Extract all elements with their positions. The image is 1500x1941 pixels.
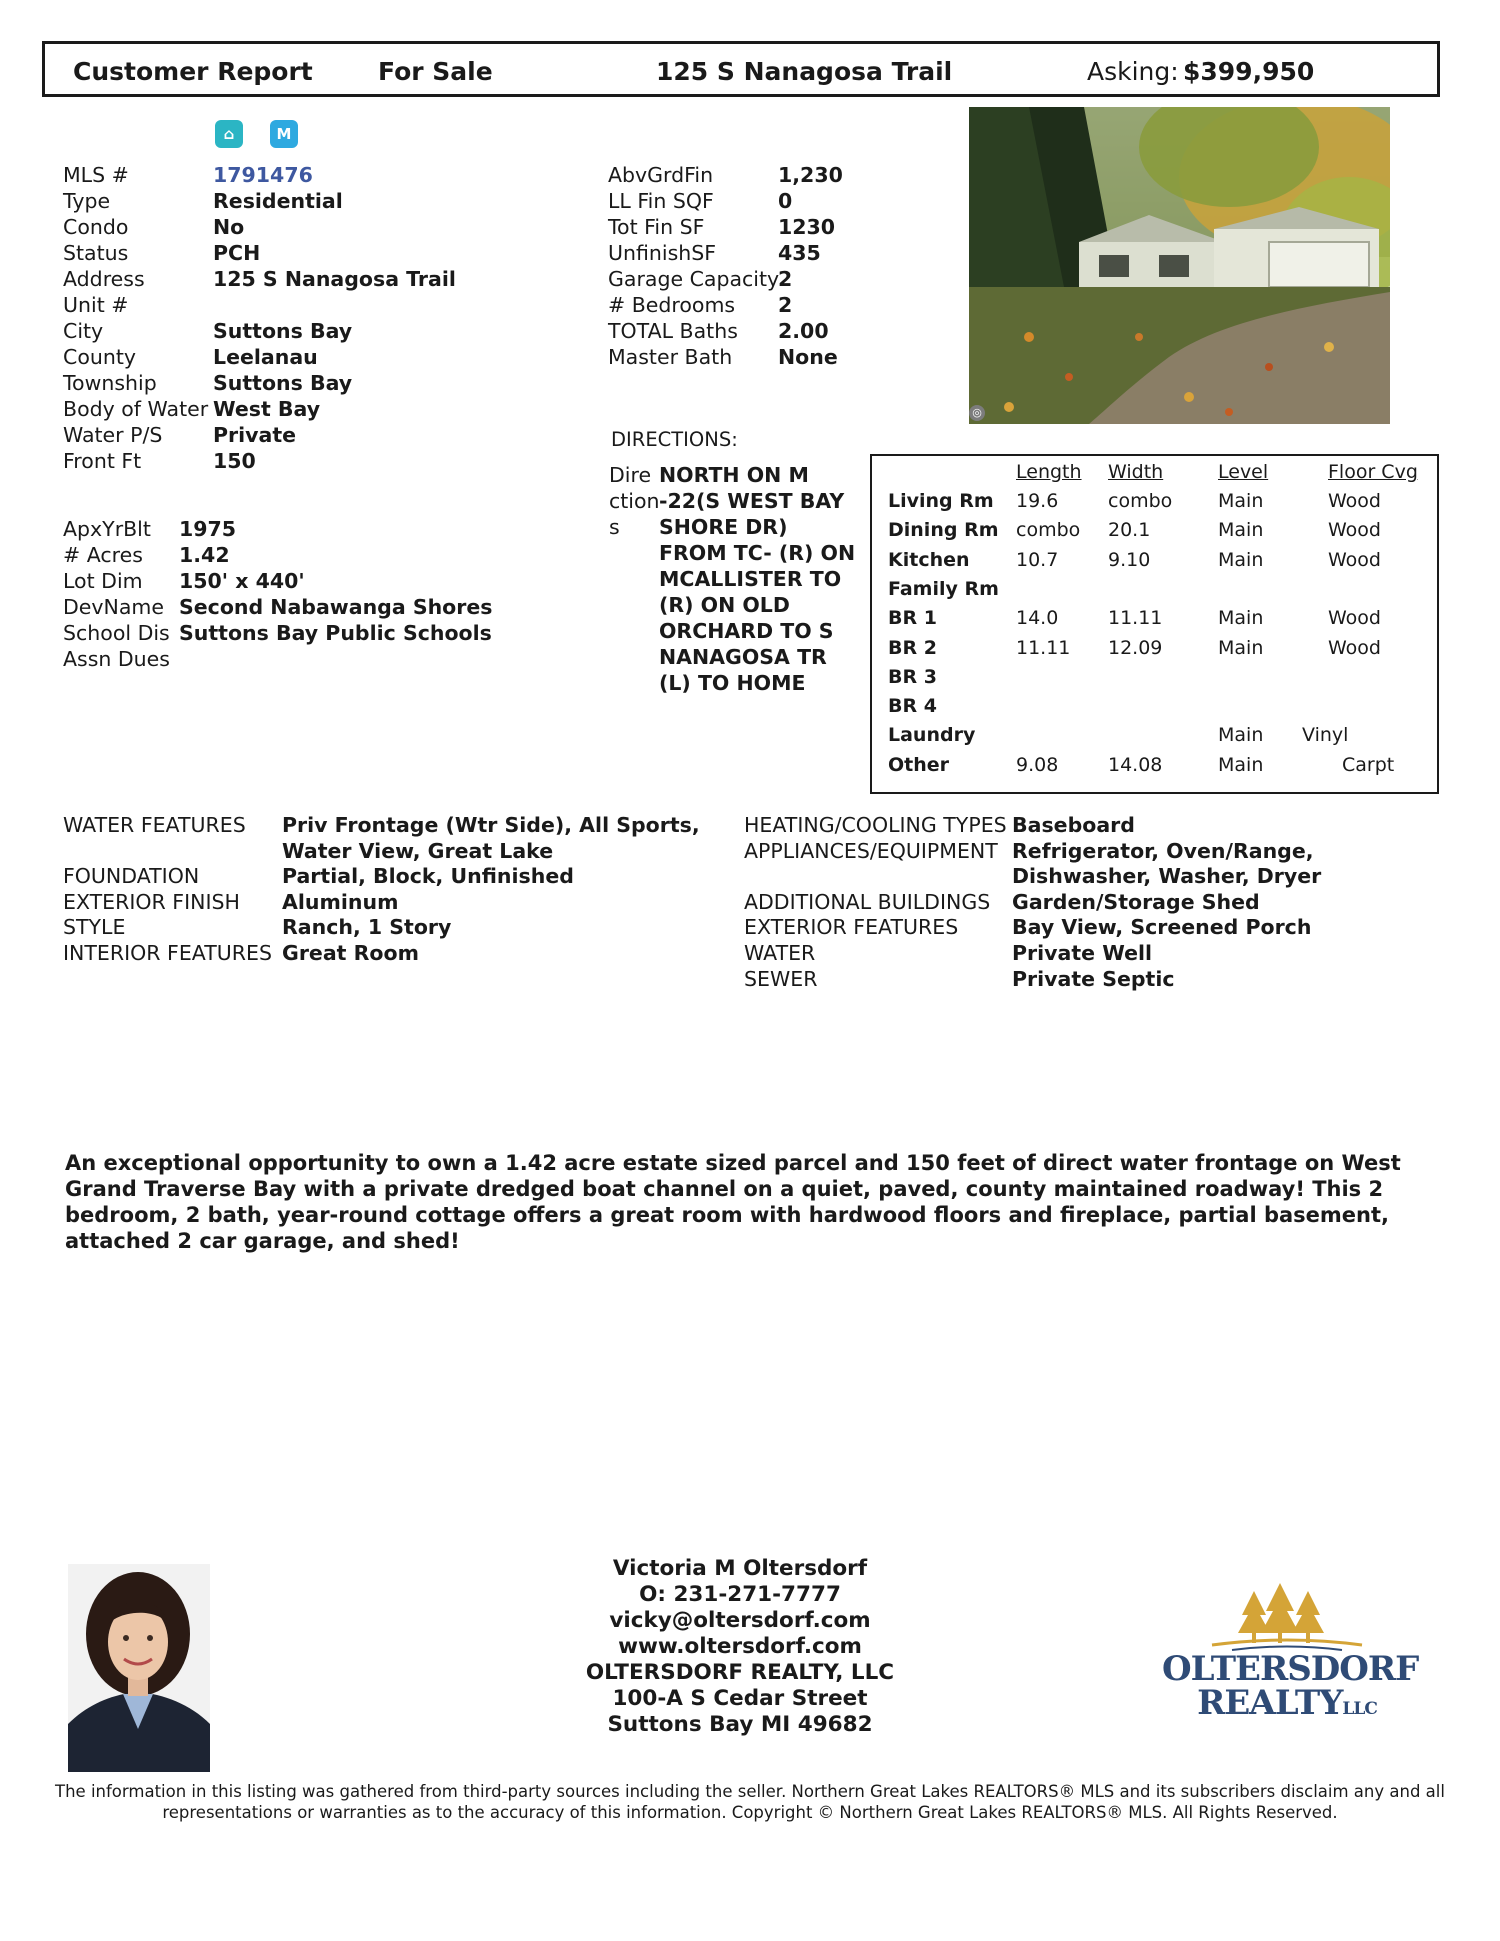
agent-name: Victoria M Oltersdorf [612,1556,868,1581]
info-label: Township [63,371,157,395]
info-label: UnfinishSF [608,241,717,265]
asking-price: $399,950 [1183,57,1315,86]
info-value: None [778,345,838,369]
room-floor: Wood [1328,519,1381,542]
room-length: 14.0 [1016,607,1059,630]
company-logo [1162,1583,1419,1723]
room-level: Main [1218,548,1264,571]
info-label: ApxYrBlt [63,517,151,541]
features-left [63,812,703,965]
feature-label: ADDITIONAL BUILDINGS [744,889,991,914]
directions-text [659,462,855,696]
agent-email[interactable]: vicky@oltersdorf.com [609,1608,871,1633]
info-row [608,318,908,344]
report-title: Customer Report [73,57,313,86]
feature-value: Bay View, Screened Porch [1012,915,1312,940]
info-label: Assn Dues [63,647,170,671]
info-label: Address [63,267,145,291]
room-level: Main [1218,724,1264,747]
feature-value: Partial, Block, Unfinished [282,864,574,889]
info-value: Suttons Bay [213,319,353,343]
room-name: BR 3 [888,665,937,688]
room-name: Dining Rm [888,519,999,542]
feature-label: INTERIOR FEATURES [63,941,272,965]
directions-line: FROM TC- (R) ON [659,541,856,565]
directions-line: -22(S WEST BAY [659,489,845,513]
info-row [63,318,533,344]
feature-value: Garden/Storage Shed [1012,889,1260,914]
rooms-header-cell: Length [1016,461,1082,483]
info-label: # Acres [63,543,143,567]
directions-line: NANAGOSA TR [659,645,827,669]
room-floor: Vinyl [1302,724,1349,747]
features-right [744,812,1444,1002]
mls-number-link[interactable]: 1791476 [213,163,313,187]
m-icon[interactable]: M [270,120,298,148]
room-width: 11.11 [1108,607,1163,630]
room-name: BR 4 [888,695,937,718]
info-label: MLS # [63,163,129,187]
info-value: Suttons Bay Public Schools [179,621,492,645]
info-label: Garage Capacity [608,267,780,291]
room-name: Kitchen [888,548,970,571]
directions-line: (L) TO HOME [659,671,806,695]
agent-company: OLTERSDORF REALTY, LLC [585,1660,895,1685]
info-row [63,162,533,188]
info-value: PCH [213,241,261,265]
agent-city: Suttons Bay MI 49682 [607,1712,873,1737]
lot-info [63,516,533,672]
info-row [63,266,533,292]
room-width: 14.08 [1108,753,1163,776]
info-row [63,568,533,594]
feature-value: Dishwasher, Washer, Dryer [1012,864,1322,889]
feature-label: HEATING/COOLING TYPES [744,813,1007,837]
agent-contact [540,1556,940,1738]
trees-icon [1162,1583,1412,1653]
info-value: 150' x 440' [179,569,305,593]
info-label: TOTAL Baths [608,319,738,343]
feature-value: Baseboard [1012,813,1135,837]
info-row [608,344,908,370]
room-name: Family Rm [888,577,999,600]
feature-label: WATER FEATURES [63,813,246,837]
info-value: 1975 [179,517,237,541]
info-label: Body of Water [63,397,209,421]
room-length: 11.11 [1016,636,1071,659]
room-name: BR 1 [888,607,937,630]
info-row [63,396,533,422]
info-value: West Bay [213,397,321,421]
directions-line: (R) ON OLD [659,593,790,617]
info-row [608,162,908,188]
info-value: 125 S Nanagosa Trail [213,267,456,291]
directions-label-line: ction [609,489,660,513]
feature-value: Ranch, 1 Story [282,915,452,940]
room-name: BR 2 [888,636,937,659]
property-photo[interactable] [969,107,1390,424]
info-value: 1,230 [778,163,843,187]
info-value: Suttons Bay [213,371,353,395]
logo-realty-text: REALTY [1197,1683,1343,1723]
directions-line: SHORE DR) [659,515,788,539]
feature-label: SEWER [744,966,818,991]
asking-label: Asking: [1087,57,1179,86]
sale-status: For Sale [378,57,493,86]
listing-info [63,162,533,474]
room-width: 20.1 [1108,519,1151,542]
room-floor: Carpt [1342,753,1395,776]
info-value: Leelanau [213,345,318,369]
info-value: No [213,215,245,239]
info-label: AbvGrdFin [608,163,714,187]
header-address: 125 S Nanagosa Trail [656,57,953,86]
disclaimer: The information in this listing was gathered from third-party sources including the seller. Northern Great Lakes REALTORS® MLS and its subscribers disclaim any and all representations or warranties as to the accuracy of this information. Copyright © Northern Great Lakes REALTORS® MLS. All Rights Reserved. [55,1782,1445,1822]
agent-portrait-illustration [68,1564,210,1772]
directions-label-line: s [609,515,620,539]
info-value: 2 [778,293,793,317]
directions-heading: DIRECTIONS: [611,428,738,451]
rooms-header-cell: Width [1108,461,1164,483]
room-floor: Wood [1328,607,1381,630]
info-row [63,344,533,370]
directions-line: NORTH ON M [659,463,809,487]
property-remarks: An exceptional opportunity to own a 1.42 acre estate sized parcel and 150 feet of direct water frontage on West Grand Traverse Bay with a private dredged boat channel on a quiet, paved, county maintained roadway! This 2 bedroom, 2 bath, year-round cottage offers a great room with hardwood floors and fireplace, partial basement, attached 2 car garage, and shed! [65,1151,1401,1253]
directions-line: ORCHARD TO S [659,619,834,643]
logo-realty [1162,1683,1412,1723]
info-row [63,240,533,266]
info-row [63,594,533,620]
home-icon[interactable]: ⌂ [215,120,243,148]
feature-label: WATER [744,941,816,965]
logo-llc: LLC [1342,1699,1377,1719]
info-label: Type [63,189,111,213]
room-level: Main [1218,607,1264,630]
info-value: 150 [213,449,256,473]
room-name: Laundry [888,724,976,747]
feature-value: Refrigerator, Oven/Range, [1012,838,1314,863]
agent-website[interactable]: www.oltersdorf.com [618,1634,862,1659]
room-length: combo [1016,519,1081,542]
room-level: Main [1218,636,1264,659]
feature-label: EXTERIOR FEATURES [744,915,959,940]
directions-label-line: Dire [609,463,652,487]
room-floor: Wood [1328,636,1381,659]
feature-label: FOUNDATION [63,864,200,889]
room-level: Main [1218,490,1264,512]
info-row [608,188,908,214]
info-row [63,448,533,474]
info-label: # Bedrooms [608,293,736,317]
room-floor: Wood [1328,490,1381,512]
info-row [63,422,533,448]
info-row [63,646,533,672]
room-level: Main [1218,753,1264,776]
info-row [608,292,908,318]
info-row [63,188,533,214]
room-length: 9.08 [1016,753,1059,776]
feature-label: APPLIANCES/EQUIPMENT [744,838,998,863]
feature-value: Aluminum [282,889,399,914]
feature-value: Great Room [282,941,419,965]
feature-label: EXTERIOR FINISH [63,889,240,914]
logo-name: OLTERSDORF [1162,1649,1419,1689]
info-value: 1.42 [179,543,230,567]
info-label: Master Bath [608,345,733,369]
feature-value: Private Septic [1012,966,1175,991]
directions-line: MCALLISTER TO [659,567,842,591]
house-photo-illustration [969,107,1390,424]
rooms-header-cell: Floor Cvg [1328,461,1418,483]
info-value: 2.00 [778,319,829,343]
info-label: Tot Fin SF [608,215,705,239]
info-value: Residential [213,189,343,213]
info-value: Private [213,423,297,447]
info-row [63,516,533,542]
info-row [608,214,908,240]
room-level: Main [1218,519,1264,542]
room-width: 12.09 [1108,636,1163,659]
size-info [608,162,908,370]
feature-value: Priv Frontage (Wtr Side), All Sports, [282,813,700,837]
room-name: Living Rm [888,490,994,512]
info-label: Condo [63,215,129,239]
info-row [63,370,533,396]
info-value: 435 [778,241,821,265]
room-floor: Wood [1328,548,1381,571]
rooms-header-cell: Level [1218,461,1269,483]
info-label: Unit # [63,293,129,317]
room-length: 10.7 [1016,548,1059,571]
info-label: Lot Dim [63,569,143,593]
feature-value: Private Well [1012,941,1153,965]
info-value: 0 [778,189,793,213]
info-label: LL Fin SQF [608,189,714,213]
info-value: 1230 [778,215,836,239]
info-row [63,214,533,240]
info-label: Front Ft [63,449,142,473]
agent-photo [68,1564,210,1772]
feature-value: Water View, Great Lake [282,838,554,863]
info-label: School Dis [63,621,170,645]
room-name: Other [888,753,950,776]
info-row [608,240,908,266]
info-label: County [63,345,137,369]
info-row [608,266,908,292]
report-header [42,41,1440,97]
info-value: Second Nabawanga Shores [179,595,493,619]
agent-street: 100-A S Cedar Street [612,1686,868,1711]
info-label: DevName [63,595,165,619]
room-width: 9.10 [1108,548,1151,571]
info-label: Water P/S [63,423,163,447]
photo-nav-icon[interactable]: ◎ [969,405,985,421]
agent-phone[interactable]: O: 231-271-7777 [639,1582,841,1607]
info-row [63,542,533,568]
room-width: combo [1108,490,1173,512]
room-length: 19.6 [1016,490,1059,512]
info-value: 2 [778,267,793,291]
feature-label: STYLE [63,915,126,940]
rooms-table [870,454,1439,794]
info-row [63,292,533,318]
info-label: City [63,319,104,343]
info-label: Status [63,241,129,265]
directions-label [609,462,660,540]
info-row [63,620,533,646]
